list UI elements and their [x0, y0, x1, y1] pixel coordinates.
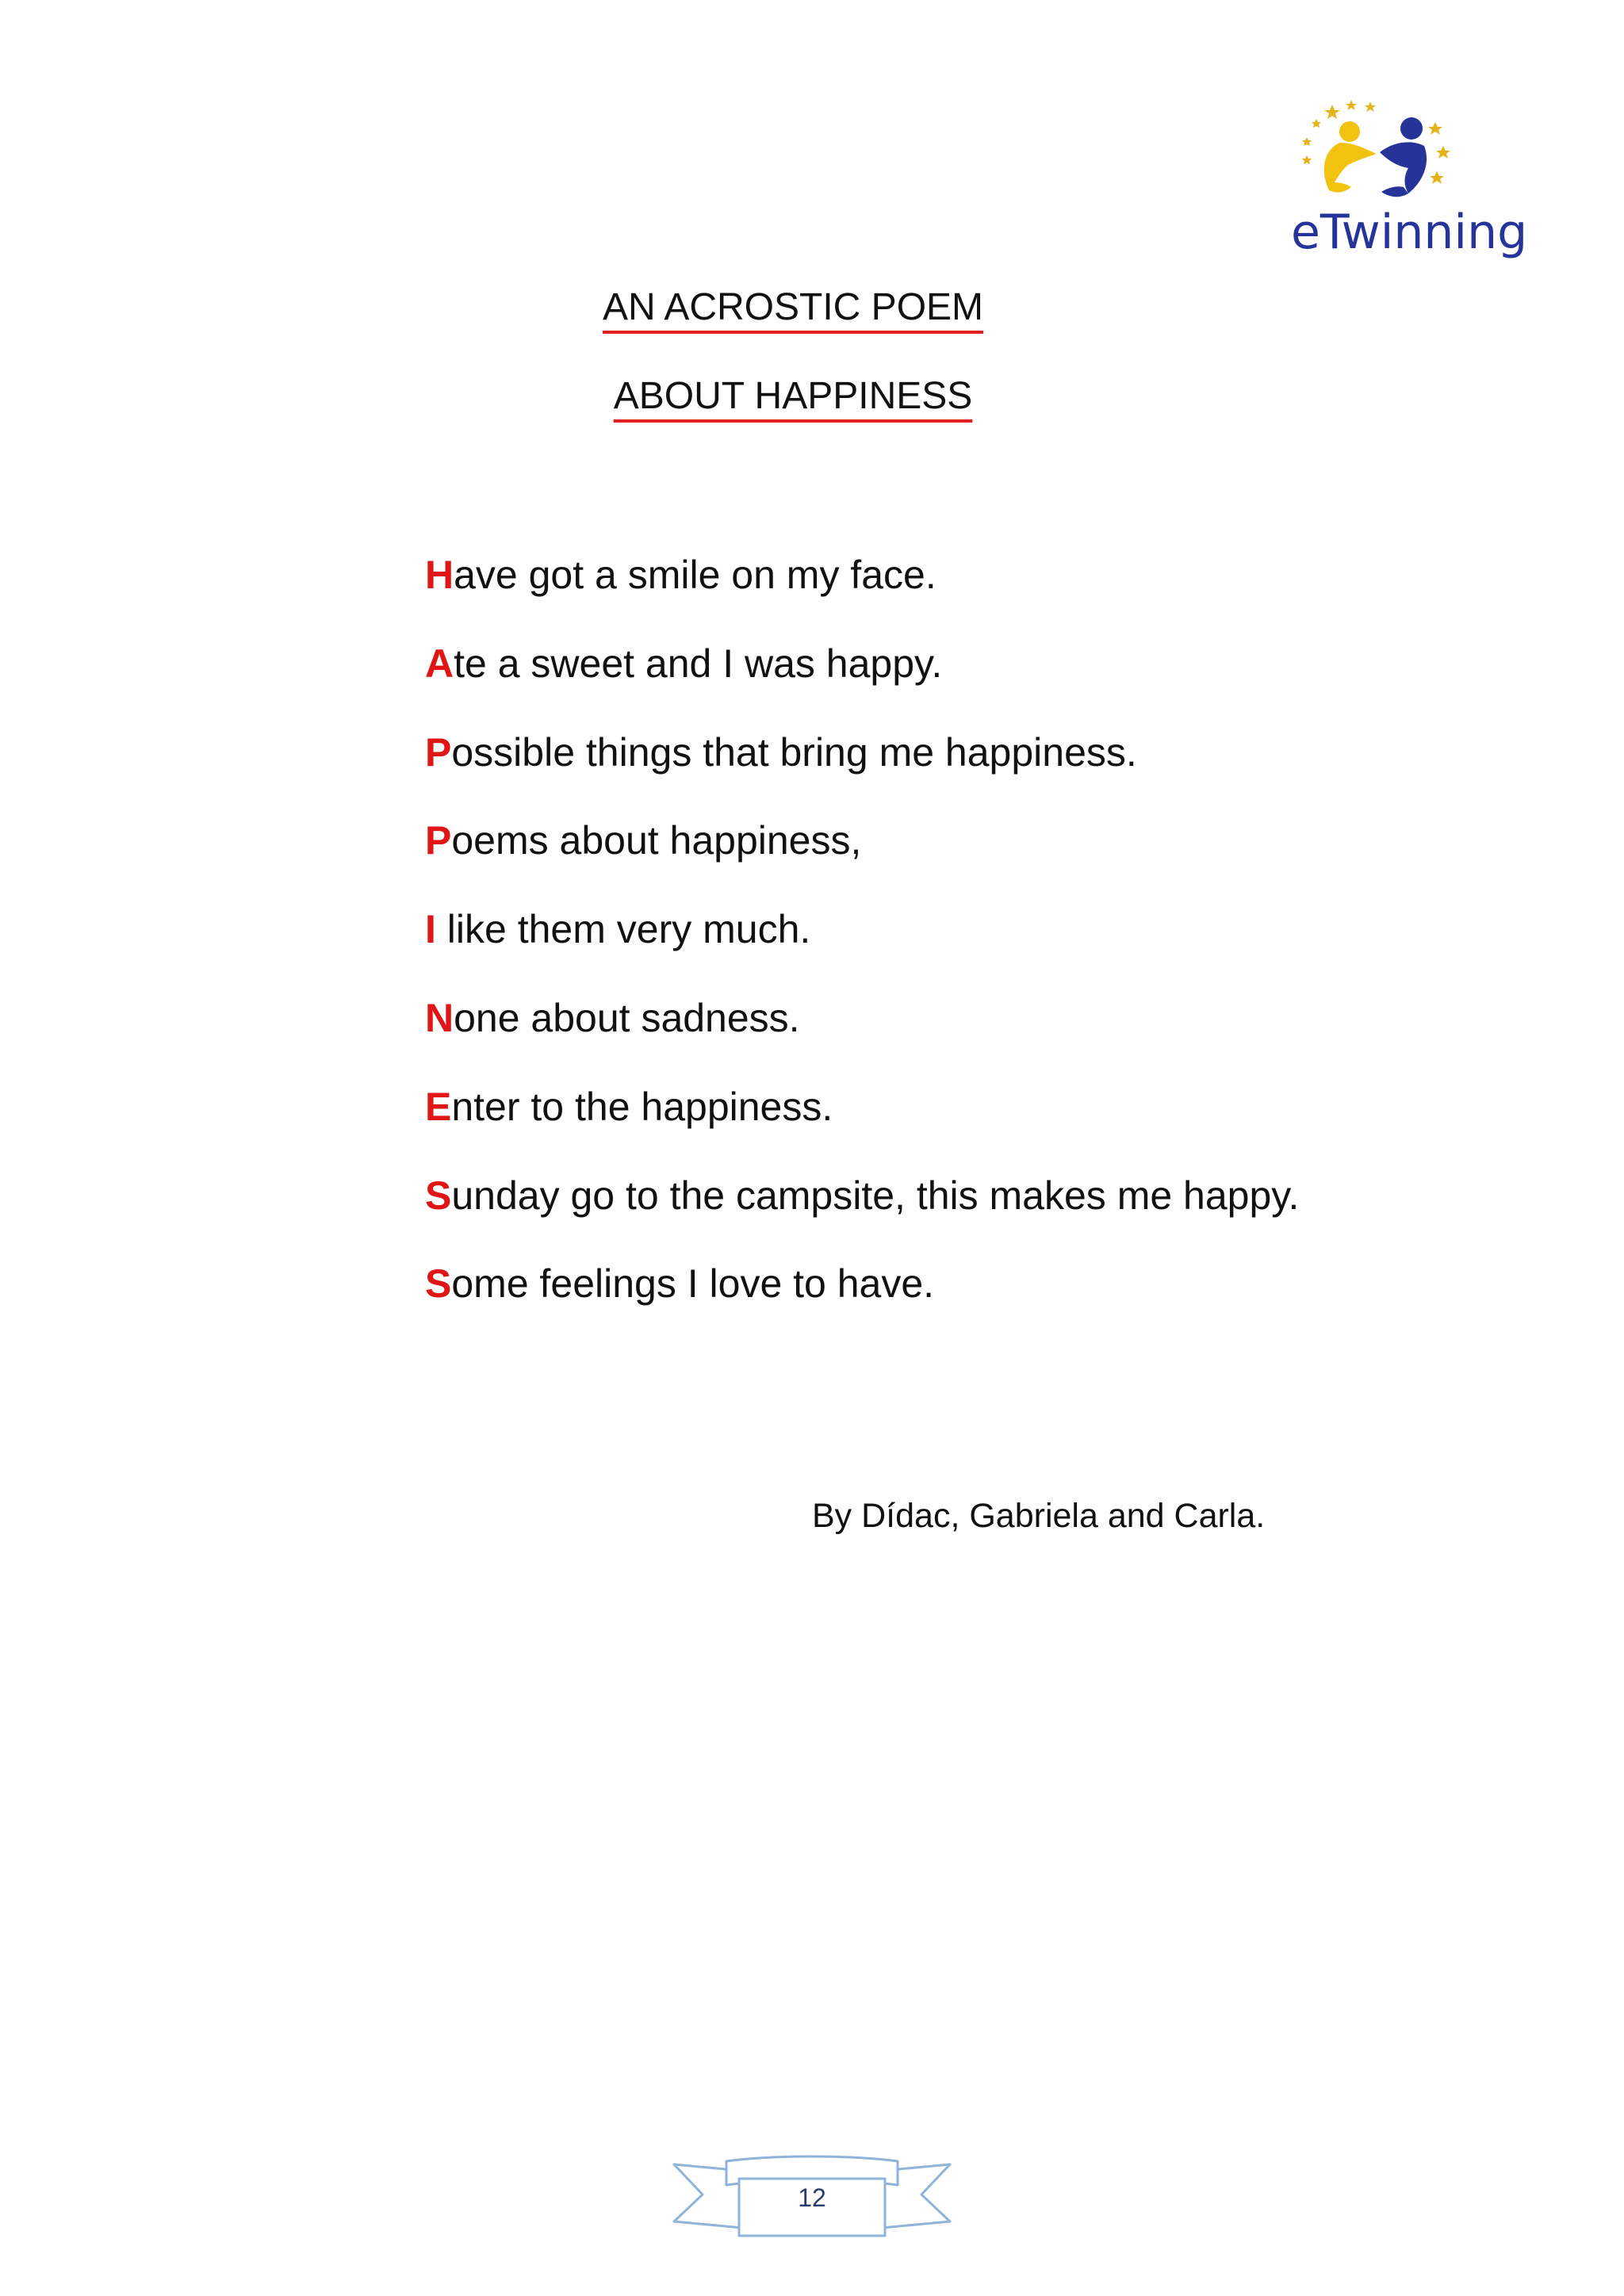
poem-line-text: like them very much.	[435, 907, 811, 952]
etwinning-logo	[1285, 94, 1528, 268]
etwinning-logo-text: eTwinning	[1291, 205, 1528, 260]
poem-line-text: ome feelings I love to have.	[451, 1261, 935, 1307]
poem-line	[425, 813, 1299, 901]
poem-title-line-1: AN ACROSTIC POEM	[602, 286, 984, 328]
poem-initial: S	[425, 1261, 452, 1307]
poem-byline: By Dídac, Gabriela and Carla.	[812, 1497, 1266, 1535]
poem-initial: N	[425, 995, 454, 1040]
poem-line	[425, 1079, 1299, 1168]
poem-line-text: ossible things that bring me happiness.	[451, 729, 1137, 775]
poem-line	[425, 1256, 1299, 1345]
poem-title-line-2: ABOUT HAPPINESS	[613, 375, 973, 417]
poem-line	[425, 636, 1299, 725]
poem-line	[425, 725, 1299, 813]
page-number: 12	[798, 2183, 826, 2212]
page-number-ribbon	[671, 2153, 953, 2241]
poem-initial: P	[425, 729, 452, 775]
poem-line	[425, 990, 1299, 1079]
poem-line	[425, 901, 1299, 990]
poem-body	[425, 547, 1299, 1345]
poem-line-text: ave got a smile on my face.	[454, 553, 936, 597]
poem-line	[425, 1168, 1299, 1257]
poem-initial: H	[425, 553, 454, 597]
poem-line-text: te a sweet and I was happy.	[454, 641, 943, 686]
etwinning-logo-icon	[1285, 94, 1459, 205]
poem-initial: E	[425, 1084, 452, 1129]
poem-line-text: unday go to the campsite, this makes me happy.	[451, 1173, 1300, 1218]
poem-initial: A	[425, 641, 454, 686]
poem-line-text: oems about happiness,	[451, 818, 862, 863]
poem-line-text: nter to the happiness.	[451, 1084, 833, 1129]
poem-line-text: one about sadness.	[454, 995, 800, 1040]
poem-initial: I	[425, 907, 436, 952]
poem-initial: P	[425, 818, 452, 863]
poem-initial: S	[425, 1173, 452, 1218]
poem-line	[425, 547, 1299, 636]
